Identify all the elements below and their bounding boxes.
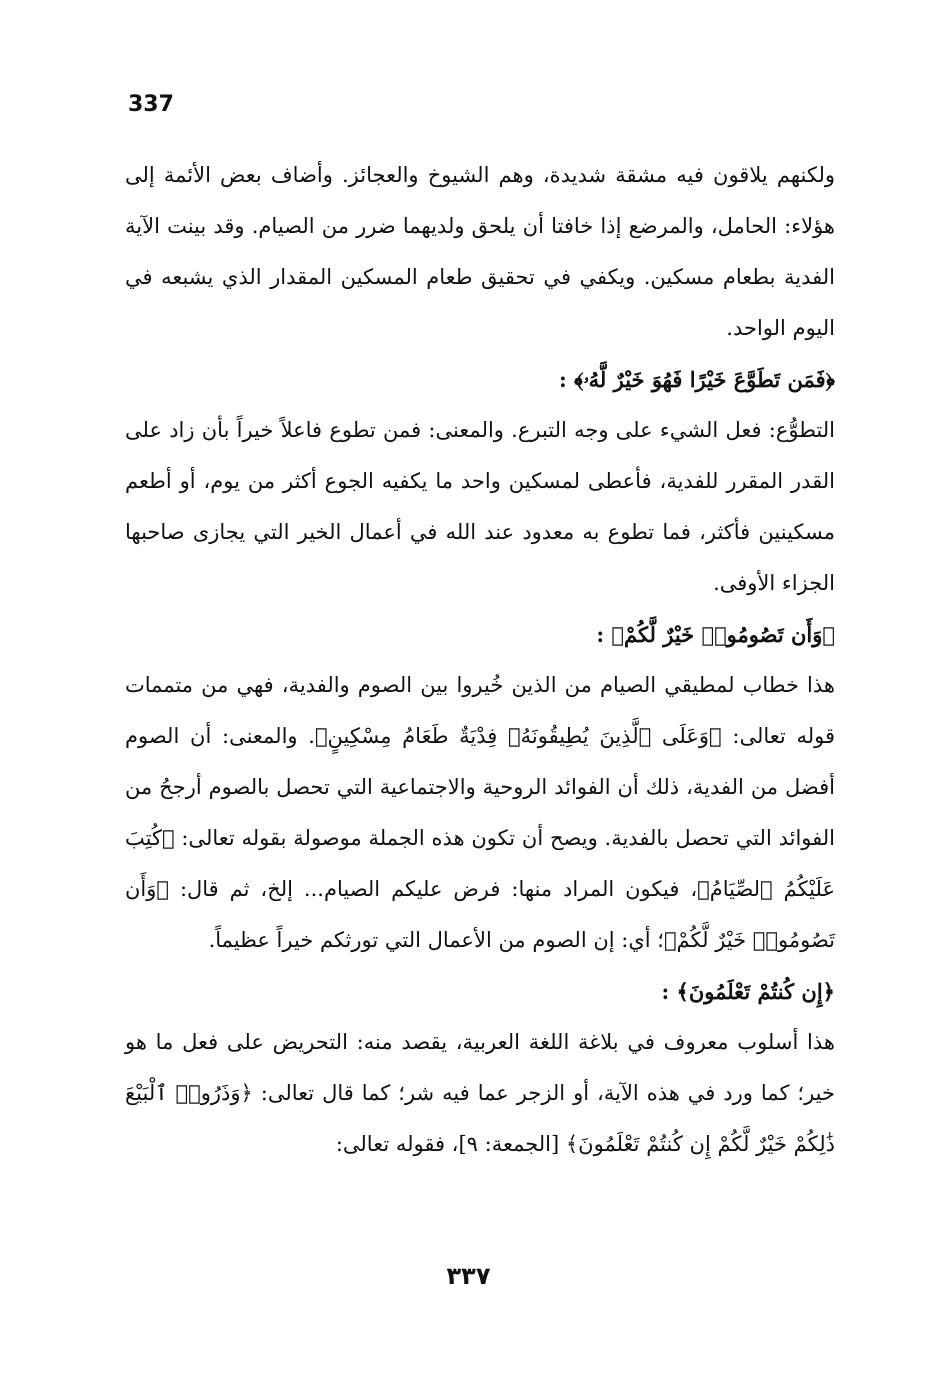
page-number-top: 337 <box>128 92 174 117</box>
verse-heading: ﴿إِن كُنتُمْ تَعْلَمُونَ﴾ : <box>661 979 835 1004</box>
paragraph: التطوُّع: فعل الشيء على وجه التبرع. والمعنى: فمن تطوع فاعلاً خيراً بأن زاد على القدر المقرر للفدية، فأعطى لمسكين واحد ما يكفيه الجوع أكثر من يوم، أو أطعم مسكينين فأكثر، فما تطوع به معدود عند الله في أعمال الخير التي يجازى صاحبها الجزاء الأوفى. <box>125 418 835 595</box>
page-content <box>125 150 835 1170</box>
verse-heading: ﴿فَمَن تَطَوَّعَ خَيْرًا فَهُوَ خَيْرٌ لَّهُۥ﴾ : <box>559 367 835 392</box>
page-number-bottom: ٣٣٧ <box>446 1262 491 1290</box>
paragraph: هذا أسلوب معروف في بلاغة اللغة العربية، يقصد منه: التحريض على فعل ما هو خير؛ كما ورد في هذه الآية، أو الزجر عما فيه شر؛ كما قال تعالى: ﴿وَذَرُوا۟ ٱلْبَيْعَ ذَٰلِكُمْ خَيْرٌ لَّكُمْ إِن كُنتُمْ تَعْلَمُونَ﴾ [الجمعة: ٩]، فقوله تعالى: <box>125 1030 835 1156</box>
paragraph: ولكنهم يلاقون فيه مشقة شديدة، وهم الشيوخ والعجائز. وأضاف بعض الأئمة إلى هؤلاء: الحامل، والمرضع إذا خافتا أن يلحق ولديهما ضرر من الصيام. وقد بينت الآية الفدية بطعام مسكين. ويكفي في تحقيق طعام المسكين المقدار الذي يشبعه في اليوم الواحد. <box>125 163 835 340</box>
paragraph: هذا خطاب لمطيقي الصيام من الذين خُيروا بين الصوم والفدية، فهي من متممات قوله تعالى: ﴿وَعَلَى ٱلَّذِينَ يُطِيقُونَهُۥ فِدْيَةٌ طَعَامُ مِسْكِينٍ﴾. والمعنى: أن الصوم أفضل من الفدية، ذلك أن الفوائد الروحية والاجتماعية التي تحصل بالصوم أرجحُ من الفوائد التي تحصل بالفدية. ويصح أن تكون هذه الجملة موصولة بقوله تعالى: ﴿كُتِبَ عَلَيْكُمُ ٱلصِّيَامُ﴾، فيكون المراد منها: فرض عليكم الصيام... إلخ، ثم قال: ﴿وَأَن تَصُومُوا۟ خَيْرٌ لَّكُمْ﴾؛ أي: إن الصوم من الأعمال التي تورثكم خيراً عظيماً. <box>125 673 835 952</box>
verse-heading: ﴿وَأَن تَصُومُوا۟ خَيْرٌ لَّكُمْ﴾ : <box>596 622 835 647</box>
